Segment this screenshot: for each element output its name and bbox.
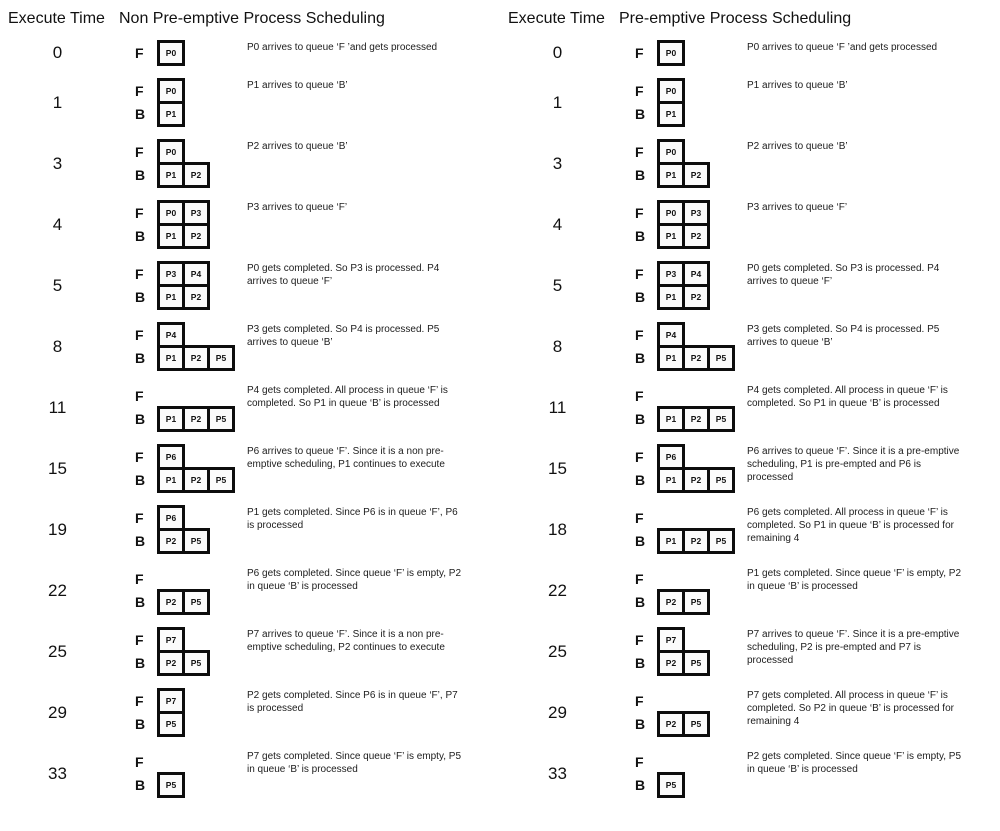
queue-b-line	[635, 406, 747, 432]
execute-time-value: 25	[548, 641, 567, 661]
queue-f-label: F	[135, 632, 144, 648]
queue-f-label: F	[635, 327, 644, 343]
queue-f-label: F	[135, 388, 144, 404]
queue-b-line	[635, 528, 747, 554]
row-description: P7 arrives to queue ‘F’. Since it is a pre-emptive scheduling, P2 is pre-empted and P7 is processed	[747, 629, 960, 667]
row-description: P7 gets completed. All process in queue ‘F’ is completed. So P2 in queue ‘B’ is processed for remaining 4	[747, 690, 954, 728]
queue-diagram	[115, 139, 247, 188]
queue-b-label: B	[135, 716, 146, 732]
execute-time-value: 8	[552, 336, 563, 356]
process-box: P5	[682, 650, 710, 676]
process-box: P2	[682, 284, 710, 310]
queue-b-line	[135, 467, 247, 493]
queue-b-label: B	[135, 289, 146, 305]
queue-diagram	[615, 261, 747, 310]
execute-time-value: 3	[52, 153, 63, 173]
process-box: P7	[157, 627, 185, 653]
queue-f-label: F	[635, 632, 644, 648]
schedule-row	[0, 505, 500, 554]
queue-b-label: B	[135, 655, 146, 671]
queue-f-label: F	[635, 266, 644, 282]
queue-b-boxes	[157, 162, 210, 188]
queue-diagram	[615, 627, 747, 676]
process-box: P5	[207, 345, 235, 371]
queue-b-boxes	[157, 589, 210, 615]
queue-diagram	[115, 200, 247, 249]
process-box: P1	[657, 467, 685, 493]
queue-b-label: B	[135, 411, 146, 427]
row-description: P2 gets completed. Since P6 is in queue ‘F’, P7 is processed	[247, 690, 458, 715]
schedule-row	[0, 383, 500, 432]
queue-b-label: B	[135, 594, 146, 610]
queue-b-boxes	[657, 589, 710, 615]
queue-f-label: F	[635, 205, 644, 221]
process-box: P2	[157, 650, 185, 676]
process-box: P6	[157, 444, 185, 470]
process-box: P2	[182, 223, 210, 249]
process-box: P5	[707, 406, 735, 432]
queue-b-label: B	[635, 716, 646, 732]
queue-b-label: B	[635, 106, 646, 122]
schedule-row	[500, 688, 1000, 737]
process-box: P1	[657, 162, 685, 188]
execute-time-value: 1	[52, 92, 63, 112]
queue-f-label: F	[135, 754, 144, 770]
queue-diagram	[115, 322, 247, 371]
queue-b-label: B	[635, 289, 646, 305]
process-box: P0	[157, 40, 185, 66]
queue-b-boxes	[157, 223, 210, 249]
schedule-row	[0, 627, 500, 676]
queue-f-label: F	[135, 693, 144, 709]
process-box: P1	[157, 162, 185, 188]
execute-time-value: 4	[552, 214, 563, 234]
queue-b-boxes	[657, 223, 710, 249]
row-description: P6 gets completed. All process in queue ‘F’ is completed. So P1 in queue ‘B’ is processed for remaining 4	[747, 507, 954, 545]
queue-diagram	[115, 383, 247, 432]
schedule-row	[0, 444, 500, 493]
queue-diagram	[115, 261, 247, 310]
execute-time-value: 33	[48, 763, 67, 783]
row-description: P6 arrives to queue ‘F’. Since it is a non pre-emptive scheduling, P1 continues to execute	[247, 446, 445, 471]
process-box: P2	[682, 345, 710, 371]
schedule-row	[500, 200, 1000, 249]
execute-time-value: 5	[52, 275, 63, 295]
queue-f-label: F	[135, 144, 144, 160]
execute-time-value: 4	[52, 214, 63, 234]
queue-f-label: F	[635, 144, 644, 160]
execute-time-header: Execute Time	[8, 10, 105, 27]
queue-f-label: F	[135, 327, 144, 343]
queue-diagram	[115, 78, 247, 127]
execute-time-value: 15	[48, 458, 67, 478]
queue-b-label: B	[635, 350, 646, 366]
execute-time-value: 1	[552, 92, 563, 112]
queue-b-line	[135, 223, 247, 249]
queue-diagram	[615, 444, 747, 493]
queue-diagram	[615, 322, 747, 371]
queue-b-boxes	[657, 711, 710, 737]
process-box: P5	[657, 772, 685, 798]
process-box: P2	[657, 711, 685, 737]
execute-time-value: 18	[548, 519, 567, 539]
process-box: P3	[157, 261, 185, 287]
queue-f-label: F	[635, 693, 644, 709]
process-box: P5	[207, 467, 235, 493]
row-description: P1 arrives to queue ‘B’	[247, 80, 348, 91]
row-description: P3 arrives to queue ‘F’	[247, 202, 348, 213]
process-box: P3	[182, 200, 210, 226]
queue-f-label: F	[635, 45, 644, 61]
row-description: P1 gets completed. Since queue ‘F’ is empty, P2 in queue ‘B’ is processed	[747, 568, 961, 593]
queue-f-label: F	[635, 754, 644, 770]
row-description: P7 gets completed. Since queue ‘F’ is empty, P5 in queue ‘B’ is processed	[247, 751, 461, 776]
row-description: P1 gets completed. Since P6 is in queue ‘F’, P6 is processed	[247, 507, 458, 532]
queue-b-boxes	[657, 406, 735, 432]
queue-b-label: B	[135, 533, 146, 549]
queue-b-boxes	[657, 772, 685, 798]
queue-b-label: B	[635, 228, 646, 244]
process-box: P3	[682, 200, 710, 226]
process-box: P5	[207, 406, 235, 432]
queue-b-line	[635, 589, 747, 615]
process-box: P0	[157, 200, 185, 226]
schedule-row	[0, 688, 500, 737]
schedule-row	[0, 749, 500, 798]
queue-b-boxes	[657, 162, 710, 188]
schedule-row	[0, 78, 500, 127]
execute-time-value: 0	[552, 43, 563, 62]
row-description: P3 arrives to queue ‘F’	[747, 202, 848, 213]
queue-b-boxes	[657, 467, 735, 493]
execute-time-value: 5	[552, 275, 563, 295]
column-header	[500, 10, 1000, 28]
queue-f-label: F	[135, 571, 144, 587]
process-box: P1	[657, 101, 685, 127]
queue-b-line	[635, 101, 747, 127]
queue-b-line	[135, 101, 247, 127]
queue-b-line	[635, 650, 747, 676]
schedule-row	[500, 566, 1000, 615]
schedule-row	[500, 749, 1000, 798]
process-box: P6	[157, 505, 185, 531]
execute-time-value: 22	[48, 580, 67, 600]
queue-f-label: F	[135, 449, 144, 465]
schedule-row	[0, 200, 500, 249]
queue-b-line	[635, 345, 747, 371]
process-box: P2	[682, 223, 710, 249]
process-box: P0	[157, 139, 185, 165]
queue-b-line	[635, 772, 747, 798]
execute-time-value: 11	[48, 397, 67, 417]
process-box: P5	[682, 711, 710, 737]
process-box: P1	[157, 284, 185, 310]
schedule-row	[0, 139, 500, 188]
schedule-row	[500, 261, 1000, 310]
execute-time-value: 29	[548, 702, 567, 722]
schedule-row	[0, 322, 500, 371]
queue-f-label: F	[135, 510, 144, 526]
queue-b-label: B	[135, 167, 146, 183]
queue-b-line	[635, 467, 747, 493]
row-description: P6 arrives to queue ‘F’. Since it is a pre-emptive scheduling, P1 is pre-empted and P6 is processed	[747, 446, 960, 484]
queue-b-boxes	[157, 711, 185, 737]
row-description: P2 gets completed. Since queue ‘F’ is empty, P5 in queue ‘B’ is processed	[747, 751, 961, 776]
queue-b-line	[135, 528, 247, 554]
queue-b-label: B	[635, 655, 646, 671]
queue-f-line	[135, 40, 247, 66]
queue-b-label: B	[635, 472, 646, 488]
queue-b-line	[635, 162, 747, 188]
process-box: P4	[657, 322, 685, 348]
execute-time-value: 19	[48, 519, 67, 539]
queue-diagram	[115, 566, 247, 615]
schedule-row	[500, 139, 1000, 188]
column-preemptive	[500, 10, 1000, 810]
queue-b-label: B	[635, 594, 646, 610]
queue-diagram	[115, 444, 247, 493]
process-box: P1	[657, 345, 685, 371]
queue-f-boxes	[657, 40, 685, 66]
process-box: P0	[157, 78, 185, 104]
queue-diagram	[115, 40, 247, 66]
queue-b-boxes	[157, 101, 185, 127]
queue-b-line	[135, 711, 247, 737]
queue-b-label: B	[135, 228, 146, 244]
execute-time-value: 15	[548, 458, 567, 478]
queue-f-boxes	[157, 40, 185, 66]
queue-b-boxes	[657, 650, 710, 676]
queue-b-boxes	[157, 772, 185, 798]
queue-diagram	[115, 627, 247, 676]
queue-f-label: F	[635, 510, 644, 526]
schedule-row	[0, 261, 500, 310]
queue-b-line	[135, 589, 247, 615]
queue-f-label: F	[635, 571, 644, 587]
row-description: P0 arrives to queue ‘F ’and gets processed	[747, 42, 938, 53]
queue-diagram	[615, 40, 747, 66]
execute-time-value: 33	[548, 763, 567, 783]
queue-f-label: F	[635, 449, 644, 465]
row-description: P3 gets completed. So P4 is processed. P5 arrives to queue ‘B’	[747, 324, 940, 349]
queue-diagram	[615, 505, 747, 554]
queue-diagram	[615, 688, 747, 737]
process-box: P2	[182, 162, 210, 188]
queue-b-line	[135, 406, 247, 432]
process-box: P5	[157, 711, 185, 737]
rows-container-non-preemptive	[0, 40, 500, 798]
process-box: P1	[657, 223, 685, 249]
queue-b-boxes	[157, 467, 235, 493]
row-description: P4 gets completed. All process in queue ‘F’ is completed. So P1 in queue ‘B’ is processed	[247, 385, 448, 410]
process-box: P5	[157, 772, 185, 798]
process-box: P5	[682, 589, 710, 615]
process-box: P1	[657, 406, 685, 432]
process-box: P5	[182, 528, 210, 554]
process-box: P2	[682, 162, 710, 188]
queue-b-boxes	[157, 406, 235, 432]
queue-b-label: B	[135, 106, 146, 122]
row-description: P1 arrives to queue ‘B’	[747, 80, 848, 91]
queue-b-boxes	[157, 284, 210, 310]
queue-b-boxes	[157, 528, 210, 554]
execute-time-value: 25	[48, 641, 67, 661]
queue-diagram	[115, 688, 247, 737]
queue-b-boxes	[657, 528, 735, 554]
queue-b-label: B	[635, 167, 646, 183]
process-box: P1	[157, 406, 185, 432]
process-box: P6	[657, 444, 685, 470]
column-title-non-preemptive: Non Pre-emptive Process Scheduling	[119, 10, 385, 27]
queue-b-line	[135, 650, 247, 676]
process-box: P0	[657, 40, 685, 66]
queue-f-label: F	[135, 45, 144, 61]
queue-b-label: B	[135, 472, 146, 488]
process-box: P2	[157, 589, 185, 615]
execute-time-value: 29	[48, 702, 67, 722]
queue-b-line	[635, 711, 747, 737]
column-non-preemptive	[0, 10, 500, 810]
process-box: P0	[657, 78, 685, 104]
execute-time-value: 8	[52, 336, 63, 356]
queue-b-boxes	[657, 284, 710, 310]
schedule-row	[0, 40, 500, 66]
row-description: P0 arrives to queue ‘F ’and gets processed	[247, 42, 438, 53]
process-box: P2	[657, 589, 685, 615]
process-box: P5	[182, 650, 210, 676]
row-description: P4 gets completed. All process in queue ‘F’ is completed. So P1 in queue ‘B’ is processed	[747, 385, 948, 410]
queue-b-line	[135, 345, 247, 371]
row-description: P2 arrives to queue ‘B’	[747, 141, 848, 152]
queue-b-line	[135, 284, 247, 310]
execute-time-header: Execute Time	[508, 10, 605, 27]
queue-diagram	[615, 566, 747, 615]
queue-b-label: B	[135, 777, 146, 793]
process-box: P2	[682, 406, 710, 432]
process-box: P2	[182, 406, 210, 432]
queue-b-label: B	[635, 533, 646, 549]
queue-b-label: B	[135, 350, 146, 366]
schedule-row	[500, 78, 1000, 127]
schedule-row	[500, 40, 1000, 66]
queue-b-line	[635, 284, 747, 310]
queue-f-label: F	[135, 205, 144, 221]
queue-b-boxes	[657, 345, 735, 371]
row-description: P3 gets completed. So P4 is processed. P5 arrives to queue ‘B’	[247, 324, 440, 349]
process-box: P1	[657, 284, 685, 310]
process-box: P1	[157, 467, 185, 493]
schedule-row	[0, 566, 500, 615]
process-box: P5	[707, 528, 735, 554]
row-description: P6 gets completed. Since queue ‘F’ is empty, P2 in queue ‘B’ is processed	[247, 568, 461, 593]
queue-b-label: B	[635, 777, 646, 793]
process-box: P2	[682, 467, 710, 493]
queue-diagram	[615, 78, 747, 127]
process-box: P2	[182, 284, 210, 310]
row-description: P0 gets completed. So P3 is processed. P4 arrives to queue ‘F’	[747, 263, 940, 288]
process-box: P2	[157, 528, 185, 554]
row-description: P0 gets completed. So P3 is processed. P4 arrives to queue ‘F’	[247, 263, 440, 288]
schedule-row	[500, 322, 1000, 371]
queue-b-boxes	[157, 345, 235, 371]
queue-diagram	[115, 505, 247, 554]
column-header	[0, 10, 500, 28]
queue-b-line	[135, 772, 247, 798]
execute-time-value: 3	[552, 153, 563, 173]
queue-diagram	[615, 200, 747, 249]
process-box: P5	[707, 345, 735, 371]
queue-diagram	[615, 383, 747, 432]
column-title-preemptive: Pre-emptive Process Scheduling	[619, 10, 852, 27]
execute-time-value: 11	[548, 397, 567, 417]
queue-f-label: F	[635, 83, 644, 99]
queue-diagram	[615, 749, 747, 798]
queue-f-label: F	[635, 388, 644, 404]
process-box: P0	[657, 200, 685, 226]
process-box: P2	[182, 467, 210, 493]
schedule-row	[500, 444, 1000, 493]
process-box: P4	[682, 261, 710, 287]
process-box: P7	[657, 627, 685, 653]
row-description: P7 arrives to queue ‘F’. Since it is a non pre-emptive scheduling, P2 continues to execute	[247, 629, 445, 654]
queue-b-label: B	[635, 411, 646, 427]
process-box: P2	[657, 650, 685, 676]
queue-b-boxes	[657, 101, 685, 127]
queue-f-line	[635, 40, 747, 66]
schedule-row	[500, 383, 1000, 432]
process-box: P1	[657, 528, 685, 554]
queue-diagram	[115, 749, 247, 798]
schedule-row	[500, 627, 1000, 676]
process-box: P2	[682, 528, 710, 554]
queue-f-label: F	[135, 83, 144, 99]
process-box: P7	[157, 688, 185, 714]
queue-b-line	[135, 162, 247, 188]
rows-container-preemptive	[500, 40, 1000, 798]
process-box: P1	[157, 345, 185, 371]
process-box: P4	[182, 261, 210, 287]
execute-time-value: 0	[52, 43, 63, 62]
queue-b-boxes	[157, 650, 210, 676]
schedule-row	[500, 505, 1000, 554]
process-box: P5	[182, 589, 210, 615]
process-box: P5	[707, 467, 735, 493]
row-description: P2 arrives to queue ‘B’	[247, 141, 348, 152]
queue-f-label: F	[135, 266, 144, 282]
process-box: P0	[657, 139, 685, 165]
process-box: P1	[157, 101, 185, 127]
queue-b-line	[635, 223, 747, 249]
process-box: P2	[182, 345, 210, 371]
execute-time-value: 22	[548, 580, 567, 600]
process-box: P3	[657, 261, 685, 287]
process-box: P4	[157, 322, 185, 348]
queue-diagram	[615, 139, 747, 188]
process-box: P1	[157, 223, 185, 249]
